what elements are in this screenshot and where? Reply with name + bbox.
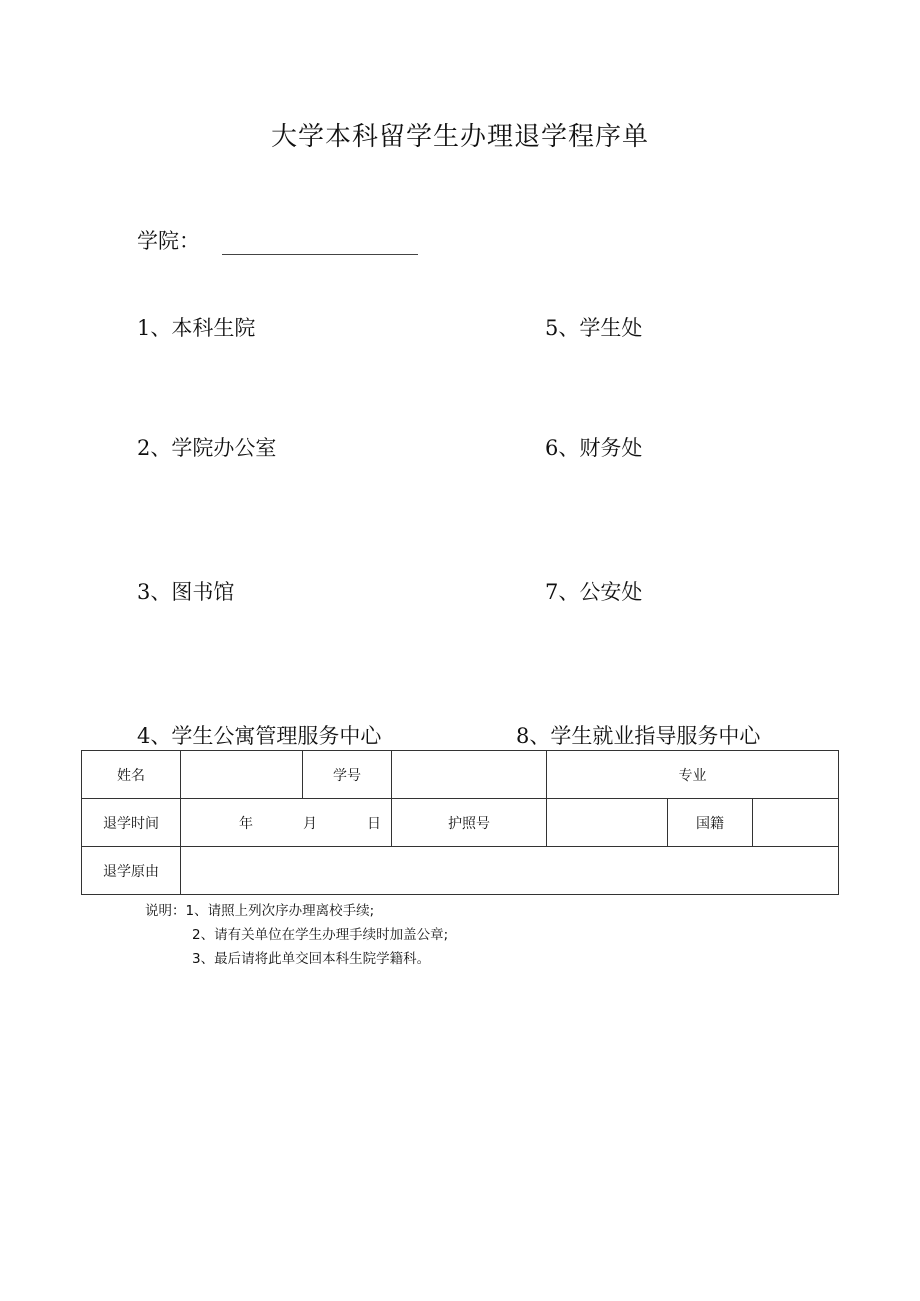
note-item-1: 1、请照上列次序办理离校手续; xyxy=(185,903,375,919)
step-5: 5、学生处 xyxy=(545,316,643,340)
note-line-1 xyxy=(145,899,448,923)
student-info-table xyxy=(81,750,839,895)
step-6: 6、财务处 xyxy=(545,436,643,460)
passport-field[interactable] xyxy=(547,799,668,847)
table-row xyxy=(82,751,839,799)
step-8: 8、学生就业指导服务中心 xyxy=(516,724,761,748)
note-item-3: 3、最后请将此单交回本科生院学籍科。 xyxy=(192,951,431,967)
page-title: 大学本科留学生办理退学程序单 xyxy=(270,122,649,152)
college-label: 学院： xyxy=(137,229,200,253)
student-id-field[interactable] xyxy=(392,751,547,799)
table-row xyxy=(82,847,839,895)
step-3: 3、图书馆 xyxy=(137,580,235,604)
notes xyxy=(145,899,448,971)
student-id-label: 学号 xyxy=(303,751,392,799)
passport-label: 护照号 xyxy=(392,799,547,847)
nationality-label: 国籍 xyxy=(668,799,753,847)
notes-prefix: 说明： xyxy=(145,903,186,919)
step-1: 1、本科生院 xyxy=(137,316,256,340)
table-row xyxy=(82,799,839,847)
month-label: 月 xyxy=(303,815,317,832)
withdraw-date-field[interactable] xyxy=(181,799,392,847)
year-label: 年 xyxy=(239,815,253,832)
step-7: 7、公安处 xyxy=(545,580,643,604)
name-label: 姓名 xyxy=(82,751,181,799)
nationality-field[interactable] xyxy=(753,799,839,847)
step-2: 2、学院办公室 xyxy=(137,436,277,460)
major-label[interactable]: 专业 xyxy=(547,751,839,799)
step-4: 4、学生公寓管理服务中心 xyxy=(137,724,382,748)
reason-label: 退学原由 xyxy=(82,847,181,895)
college-blank-line[interactable] xyxy=(222,236,418,255)
withdraw-time-label: 退学时间 xyxy=(82,799,181,847)
day-label: 日 xyxy=(367,815,381,832)
college-row xyxy=(137,225,418,255)
note-item-2: 2、请有关单位在学生办理手续时加盖公章; xyxy=(192,927,449,943)
name-field[interactable] xyxy=(181,751,303,799)
reason-field[interactable] xyxy=(181,847,839,895)
